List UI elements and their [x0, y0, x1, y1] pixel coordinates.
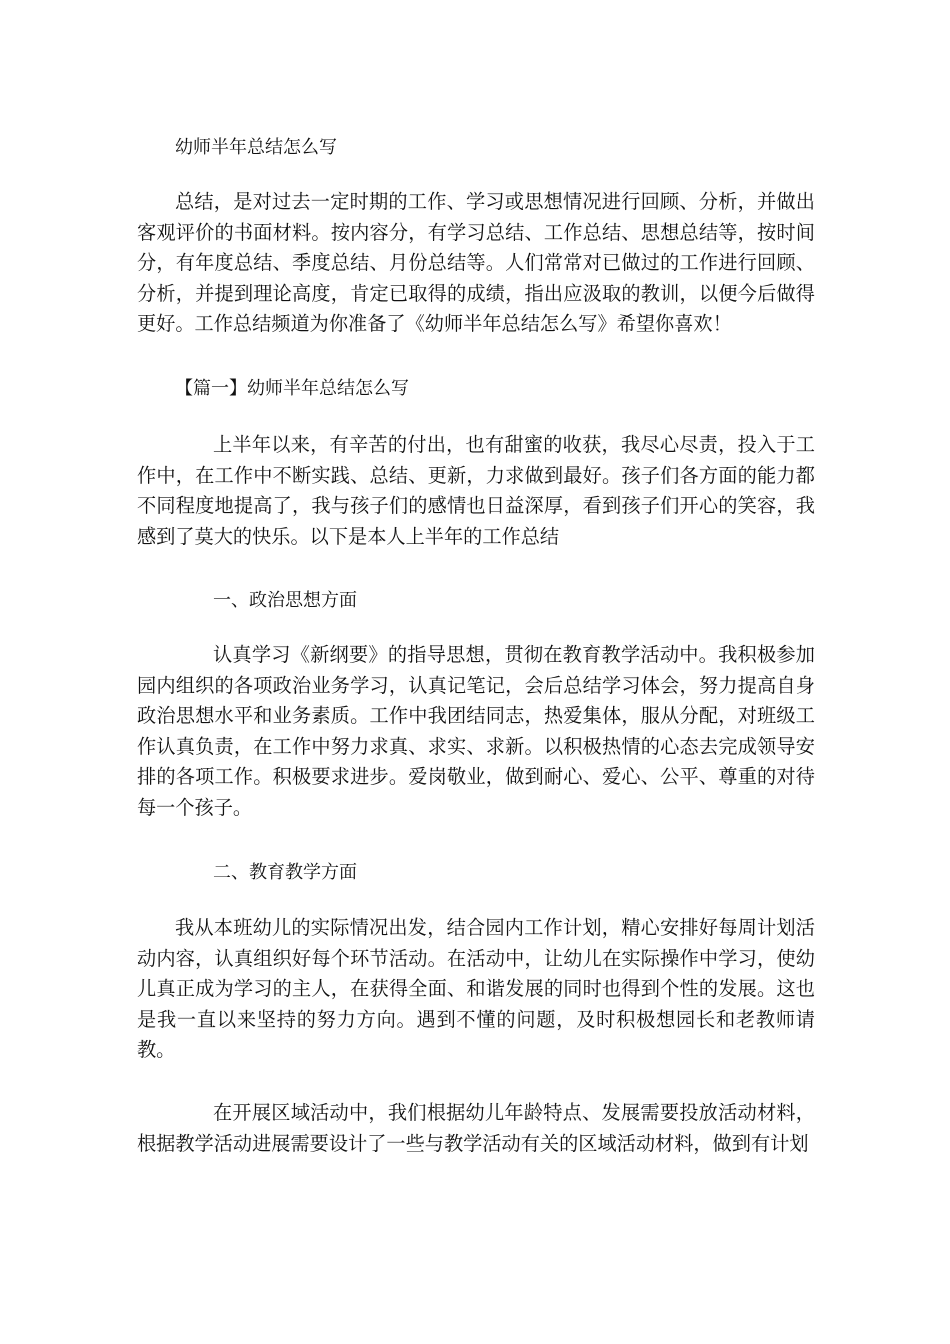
part-paragraph: 上半年以来，有辛苦的付出，也有甜蜜的收获，我尽心尽责，投入于工作中，在工作中不断实践、总结、更新，力求做到最好。孩子们各方面的能力都不同程度地提高了，我与孩子们的感情也日益深厚，看到孩子们开心的笑容，我感到了莫大的快乐。以下是本人上半年的工作总结: [137, 433, 815, 548]
section-1-paragraph: 认真学习《新纲要》的指导思想，贯彻在教育教学活动中。我积极参加园内组织的各项政治业务学习，认真记笔记，会后总结学习体会，努力提高自身政治思想水平和业务素质。工作中我团结同志，热爱集体，服从分配，对班级工作认真负责，在工作中努力求真、求实、求新。以积极热情的心态去完成领导安排的各项工作。积极要求进步。爱岗敬业，做到耐心、爱心、公平、尊重的对待每一个孩子。: [137, 643, 815, 819]
section-2-paragraph-1: 我从本班幼儿的实际情况出发，结合园内工作计划，精心安排好每周计划活动内容，认真组织好每个环节活动。在活动中，让幼儿在实际操作中学习，使幼儿真正成为学习的主人，在获得全面、和谐发展的同时也得到个性的发展。这也是我一直以来坚持的努力方向。遇到不懂的问题，及时积极想园长和老教师请教。: [137, 916, 815, 1062]
intro-paragraph: 总结，是对过去一定时期的工作、学习或思想情况进行回顾、分析，并做出客观评价的书面材料。按内容分，有学习总结、工作总结、思想总结等，按时间分，有年度总结、季度总结、月份总结等。人们常常对已做过的工作进行回顾、分析，并提到理论高度，肯定已取得的成绩，指出应汲取的教训，以便今后做得更好。工作总结频道为你准备了《幼师半年总结怎么写》希望你喜欢！: [137, 190, 815, 336]
part-heading: 【篇一】幼师半年总结怎么写: [175, 378, 409, 399]
section-1-heading: 一、政治思想方面: [213, 590, 357, 611]
section-2-paragraph-2: 在开展区域活动中，我们根据幼儿年龄特点、发展需要投放活动材料，根据教学活动进展需要设计了一些与教学活动有关的区域活动材料，做到有计划: [137, 1101, 815, 1155]
document-title: 幼师半年总结怎么写: [175, 137, 337, 158]
section-2-heading: 二、教育教学方面: [213, 862, 357, 883]
